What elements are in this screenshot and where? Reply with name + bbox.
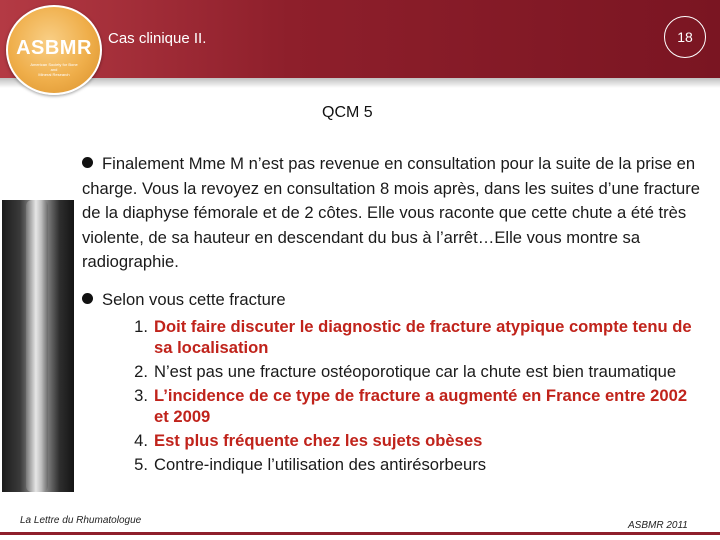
logo-subtitle bbox=[20, 62, 88, 77]
header-shadow bbox=[0, 78, 720, 88]
option-number: 4. bbox=[134, 431, 148, 450]
case-paragraph bbox=[82, 152, 712, 275]
option-text: Contre-indique l’utilisation des antirésorbeurs bbox=[154, 455, 487, 474]
slide-number: 18 bbox=[664, 16, 706, 58]
footer-divider bbox=[0, 532, 720, 535]
option-number: 1. bbox=[134, 317, 148, 336]
option-text: Est plus fréquente chez les sujets obèses bbox=[154, 431, 483, 450]
case-text: Finalement Mme M n’est pas revenue en consultation pour la suite de la prise en charge. Vous la revoyez en consultation 8 mois après, dans les suites d’une fracture de la diaphyse fémorale et de 2 côtes. Elle vous raconte que cette chute a été très violente, de sa hauteur en descendant du bus à l’arrêt…Elle vous montre sa radiographie. bbox=[82, 154, 701, 271]
answer-option bbox=[116, 385, 706, 427]
option-number: 5. bbox=[134, 455, 148, 474]
answer-option bbox=[116, 430, 706, 451]
footer-source: La Lettre du Rhumatologue bbox=[20, 515, 142, 526]
slide-section-title: Cas clinique II. bbox=[108, 30, 207, 47]
question-prompt bbox=[82, 290, 286, 310]
option-text: L’incidence de ce type de fracture a augmenté en France entre 2002 et 2009 bbox=[154, 386, 688, 426]
option-number: 3. bbox=[134, 386, 148, 405]
answer-option bbox=[116, 361, 706, 382]
footer-credit: ASBMR 2011 bbox=[628, 520, 688, 531]
femur-bone-shape bbox=[26, 200, 48, 492]
bullet-icon bbox=[82, 157, 93, 168]
option-text: Doit faire discuter le diagnostic de fracture atypique compte tenu de sa localisation bbox=[154, 317, 692, 357]
bullet-icon bbox=[82, 293, 93, 304]
logo-text: ASBMR bbox=[16, 37, 92, 59]
asbmr-logo bbox=[6, 5, 102, 95]
answer-option bbox=[116, 454, 706, 475]
option-text: N’est pas une fracture ostéoporotique car la chute est bien traumatique bbox=[154, 362, 677, 381]
logo-subtitle-line: and bbox=[50, 67, 58, 72]
question-heading: QCM 5 bbox=[322, 104, 373, 121]
question-text: Selon vous cette fracture bbox=[102, 290, 286, 309]
femur-radiograph-image bbox=[2, 200, 74, 492]
answer-option bbox=[116, 316, 706, 358]
logo-subtitle-line: American Society for Bone bbox=[30, 62, 78, 67]
answer-options-list bbox=[116, 316, 706, 478]
logo-subtitle-line: Mineral Research bbox=[38, 72, 70, 77]
option-number: 2. bbox=[134, 362, 148, 381]
